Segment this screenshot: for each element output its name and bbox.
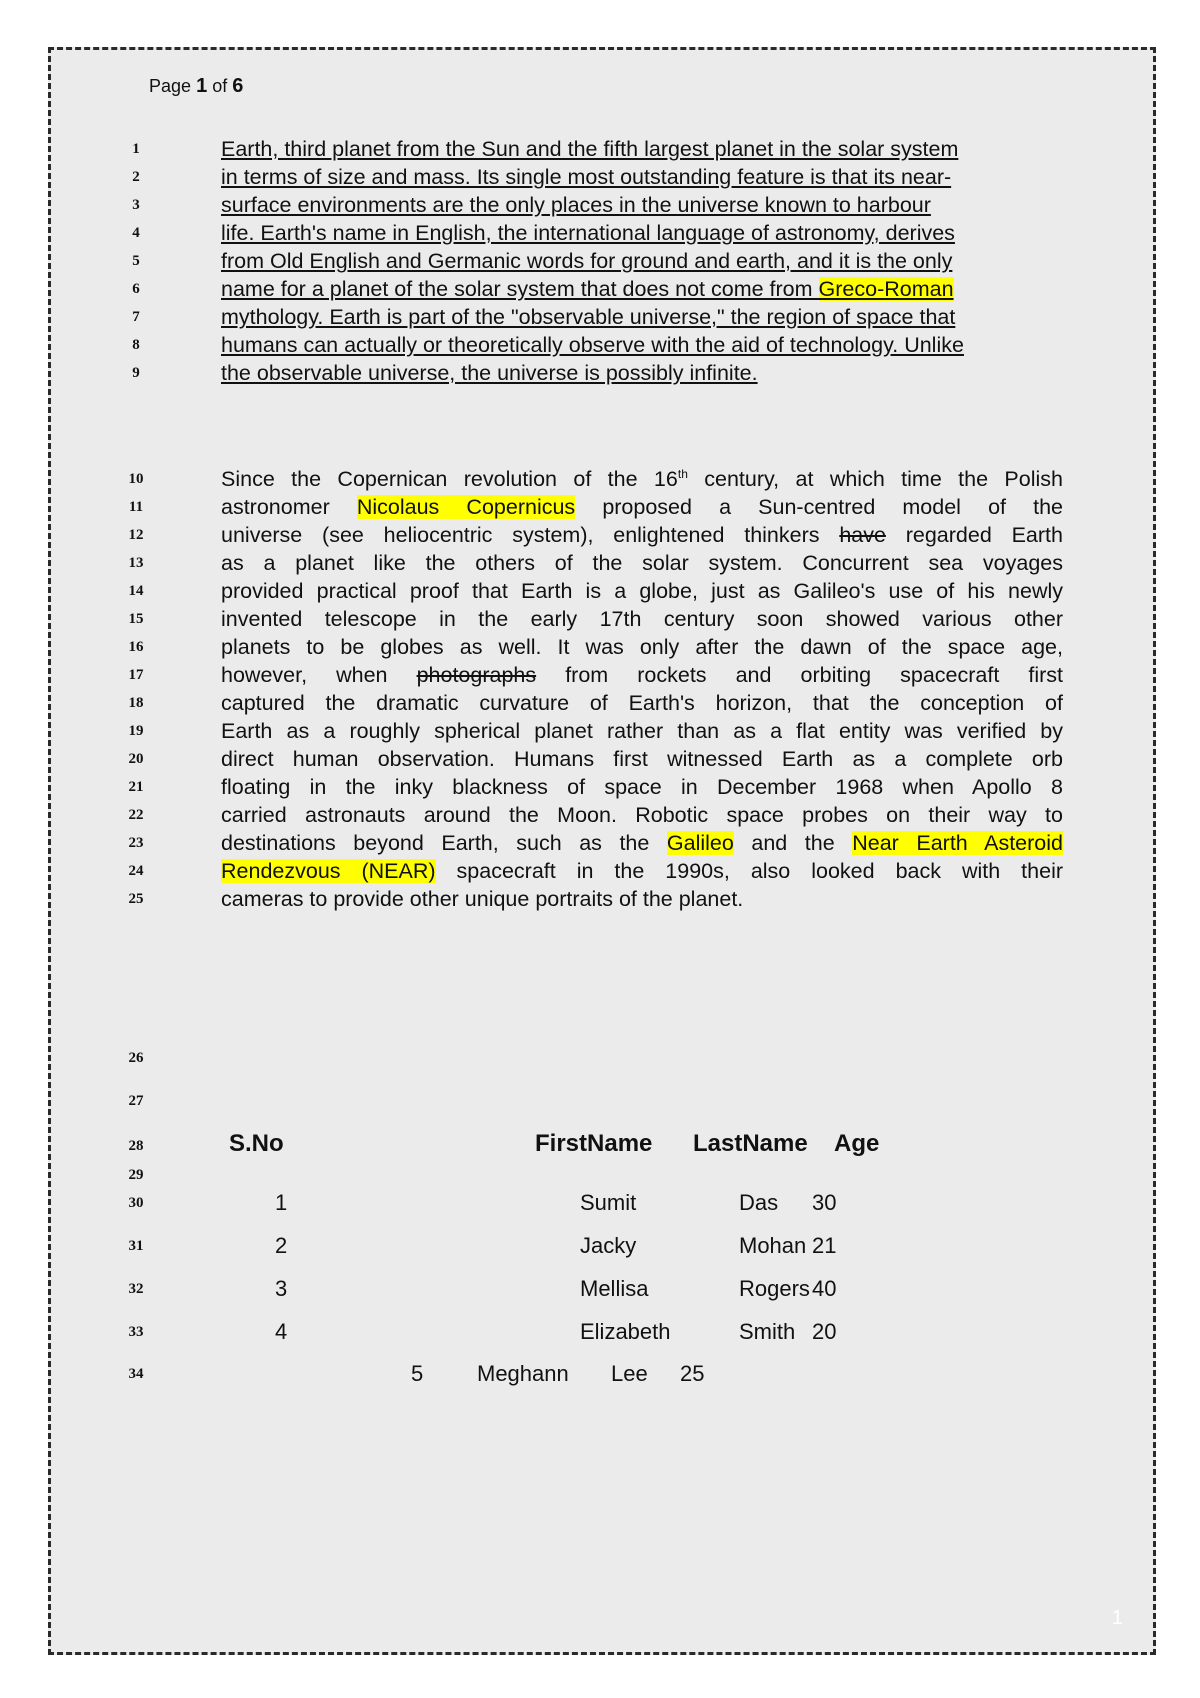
line-number: 2 [132,169,140,185]
page-header [149,75,243,98]
line-number: 12 [128,527,144,543]
paragraph2-text: regarded Earth [905,523,1063,547]
paragraph2-line [221,830,1063,856]
footer-page-number: 1 [1111,1607,1123,1629]
table-cell-lastname: Smith [739,1319,796,1344]
line-number: 27 [128,1093,144,1109]
line-number: 4 [132,225,140,241]
line-number: 6 [132,281,140,297]
table-cell-firstname: Jacky [580,1233,637,1258]
highlight-near-earth-asteroid: Near Earth Asteroid [852,831,1063,855]
paragraph2-line: Earth as a roughly spherical planet rather than as a flat entity was verified by [221,719,1063,743]
line-number: 24 [128,863,144,879]
paragraph2-line [221,858,1063,884]
line-number: 20 [128,751,144,767]
paragraph2-line: floating in the inky blackness of space in December 1968 when Apollo 8 [221,775,1063,799]
page-total: 6 [232,75,244,97]
line-number: 23 [128,835,144,851]
line-number: 14 [128,583,144,599]
strikethrough-have: have [839,523,886,547]
line-number: 31 [128,1238,144,1254]
paragraph2-line: as a planet like the others of the solar system. Concurrent sea voyages [221,551,1063,575]
paragraph1-text: name for a planet of the solar system that does not come from [221,277,819,301]
paragraph2-text: Since the Copernican revolution of the 16 [221,467,678,491]
line-number: 10 [128,471,144,487]
paragraph2-text: spacecraft in the 1990s, also looked back with their [456,859,1064,883]
paragraph2-text: proposed a Sun-centred model of the [602,495,1063,519]
paragraph1-line: the observable universe, the universe is possibly infinite. [221,361,758,385]
line-number: 34 [128,1366,144,1382]
paragraph2-line [221,662,1063,688]
highlight-nicolaus-copernicus: Nicolaus Copernicus [356,495,576,519]
line-number: 32 [128,1281,144,1297]
table-cell-age: 30 [812,1190,837,1215]
paragraph1-line: from Old English and Germanic words for ground and earth, and it is the only [221,249,953,273]
table-cell-lastname: Lee [611,1361,648,1386]
highlight-greco-roman: Greco-Roman [818,277,954,301]
document-page [48,47,1156,1655]
paragraph2-text: century, at which time the Polish [687,467,1063,491]
table-cell-firstname: Elizabeth [580,1319,671,1344]
paragraph2-text: from rockets and orbiting spacecraft first [565,663,1063,687]
table-header-firstname: FirstName [535,1130,653,1157]
table-cell-sno: 2 [275,1233,288,1258]
line-number: 13 [128,555,144,571]
table-cell-lastname: Mohan [739,1233,807,1258]
paragraph2-text: astronomer [221,495,357,519]
paragraph2-line: provided practical proof that Earth is a globe, just as Galileo's use of his newly [221,579,1063,603]
line-number: 16 [128,639,144,655]
table-cell-firstname: Mellisa [580,1276,649,1301]
paragraph1-line: Earth, third planet from the Sun and the fifth largest planet in the solar system [221,137,959,161]
paragraph2-line [221,494,1063,520]
paragraph1-line: life. Earth's name in English, the international language of astronomy, derives [221,221,955,245]
line-number: 25 [128,891,144,907]
line-number: 1 [132,141,140,157]
line-number: 28 [128,1138,144,1154]
line-number: 18 [128,695,144,711]
paragraph1-line: in terms of size and mass. Its single most outstanding feature is that its near- [221,165,952,189]
highlight-rendezvous-near: Rendezvous (NEAR) [221,859,436,883]
paragraph2-line: captured the dramatic curvature of Earth's horizon, that the conception of [221,691,1063,715]
page-current: 1 [196,75,208,97]
strikethrough-photographs: photographs [416,663,537,687]
line-number: 17 [128,667,144,683]
paragraph2-line: planets to be globes as well. It was only after the dawn of the space age, [221,635,1063,659]
table-header-sno: S.No [229,1130,284,1157]
paragraph2-line: invented telescope in the early 17th century soon showed various other [221,607,1063,631]
line-number: 21 [128,779,144,795]
line-number: 22 [128,807,144,823]
paragraph2-line [221,522,1063,548]
table-cell-sno: 3 [275,1276,288,1301]
highlight-galileo: Galileo [666,831,734,855]
line-number: 7 [132,309,140,325]
of-word: of [212,76,228,96]
paragraph2-line: direct human observation. Humans first witnessed Earth as a complete orb [221,747,1063,771]
line-number: 30 [128,1195,144,1211]
line-number: 15 [128,611,144,627]
table-cell-firstname: Sumit [580,1190,637,1215]
table-header-lastname: LastName [693,1130,808,1157]
table-cell-lastname: Rogers [739,1276,810,1301]
line-number: 9 [132,365,140,381]
paragraph1-line: mythology. Earth is part of the "observable universe," the region of space that [221,305,956,329]
paragraph2-line: carried astronauts around the Moon. Robotic space probes on their way to [221,803,1063,827]
table-cell-age: 25 [680,1361,705,1386]
table-cell-firstname: Meghann [477,1361,569,1386]
line-number: 5 [132,253,140,269]
paragraph2-line [221,466,1063,492]
paragraph1-line [221,276,1063,302]
line-number: 11 [128,499,144,515]
page-word: Page [149,76,192,96]
table-cell-sno: 1 [275,1190,288,1215]
line-number: 3 [132,197,140,213]
superscript-th: th [677,466,688,481]
table-header-age: Age [834,1130,880,1157]
table-cell-age: 20 [812,1319,837,1344]
table-cell-age: 40 [812,1276,837,1301]
line-number: 26 [128,1050,144,1066]
table-cell-sno: 4 [275,1319,288,1344]
paragraph1-line: humans can actually or theoretically observe with the aid of technology. Unlike [221,333,964,357]
table-cell-lastname: Das [739,1190,779,1215]
line-number: 8 [132,337,140,353]
line-number: 29 [128,1167,144,1183]
line-number: 33 [128,1324,144,1340]
table-cell-sno: 5 [411,1361,424,1386]
paragraph2-text: destinations beyond Earth, such as the [221,831,667,855]
paragraph1-line: surface environments are the only places in the universe known to harbour [221,193,931,217]
paragraph2-text: and the [751,831,853,855]
table-cell-age: 21 [812,1233,837,1258]
line-number: 19 [128,723,144,739]
paragraph2-text: universe (see heliocentric system), enlightened thinkers [221,523,840,547]
paragraph2-text: however, when [221,663,417,687]
paragraph2-line: cameras to provide other unique portraits of the planet. [221,887,744,911]
